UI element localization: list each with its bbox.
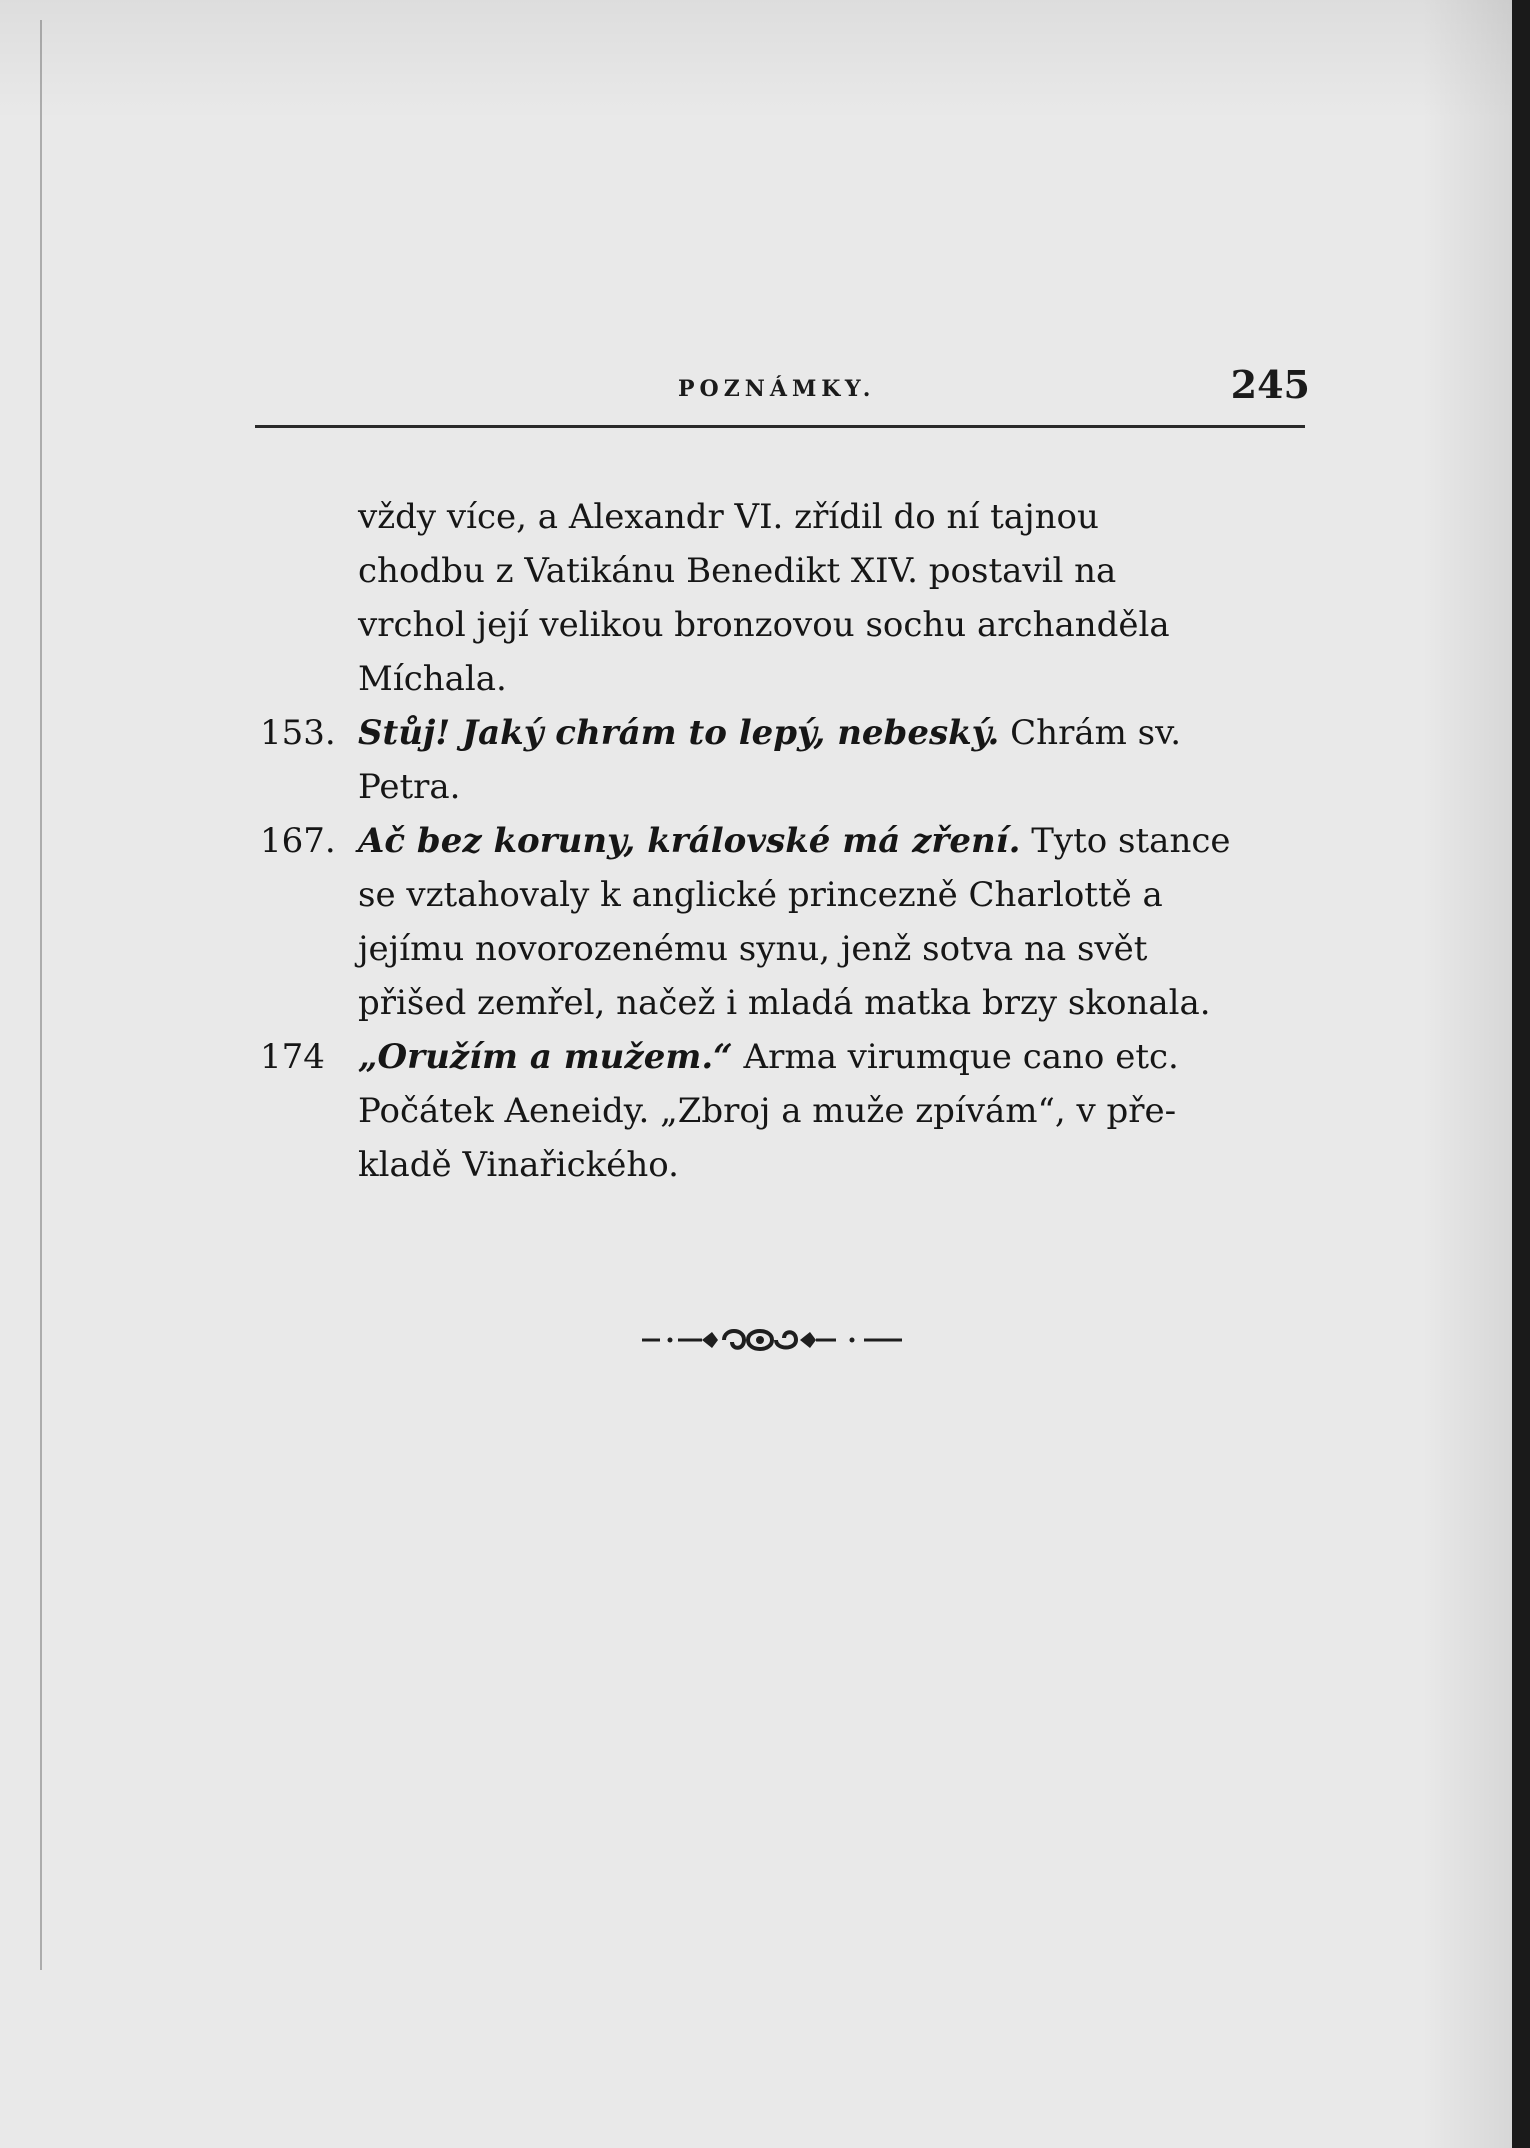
note-line: Míchala. <box>358 659 507 699</box>
scan-shade-right <box>1422 0 1512 2148</box>
note-line <box>358 706 1310 760</box>
note-line: kladě Vinařického. <box>358 1145 679 1185</box>
note-line: Petra. <box>358 767 461 807</box>
note-text: Tyto stance <box>1020 821 1231 861</box>
note-number: 174 <box>260 1037 325 1077</box>
note-line: přišed zemřel, načež i mladá matka brzy skonala. <box>358 983 1211 1023</box>
ornament-divider-icon <box>640 1320 910 1360</box>
page-number: 245 <box>1230 362 1310 407</box>
note-number: 153. <box>260 713 336 753</box>
note-line: Počátek Aeneidy. „Zbroj a muže zpívám“, v pře- <box>358 1091 1177 1131</box>
note-167 <box>230 814 1310 1030</box>
note-174 <box>230 1030 1310 1192</box>
notes-body <box>230 490 1310 1192</box>
note-153 <box>230 706 1310 814</box>
note-text: Arma virumque cano etc. <box>732 1037 1179 1077</box>
note-line: vždy více, a Alexandr VI. zřídil do ní tajnou <box>358 497 1099 537</box>
note-line: chodbu z Vatikánu Benedikt XIV. postavil na <box>358 551 1117 591</box>
page-edge-line <box>40 20 42 1970</box>
running-title: POZNÁMKY. <box>678 376 876 402</box>
note-line: jejímu novorozenému synu, jenž sotva na svět <box>358 929 1148 969</box>
running-head <box>255 362 1310 422</box>
scan-shade-top <box>0 0 1512 120</box>
header-rule <box>255 425 1305 428</box>
note-line <box>358 814 1310 868</box>
note-quote: Stůj! Jaký chrám to lepý, nebeský. <box>358 713 1000 753</box>
note-quote: „Oružím a mužem.“ <box>358 1037 733 1077</box>
note-line: se vztahovaly k anglické princezně Charlottě a <box>358 875 1163 915</box>
note-continuation <box>230 490 1310 706</box>
note-text: Chrám sv. <box>999 713 1182 753</box>
note-number: 167. <box>260 821 336 861</box>
note-quote: Ač bez koruny, královské má zření. <box>358 821 1021 861</box>
note-line: vrchol její velikou bronzovou sochu archanděla <box>358 605 1170 645</box>
note-line <box>358 1030 1310 1084</box>
